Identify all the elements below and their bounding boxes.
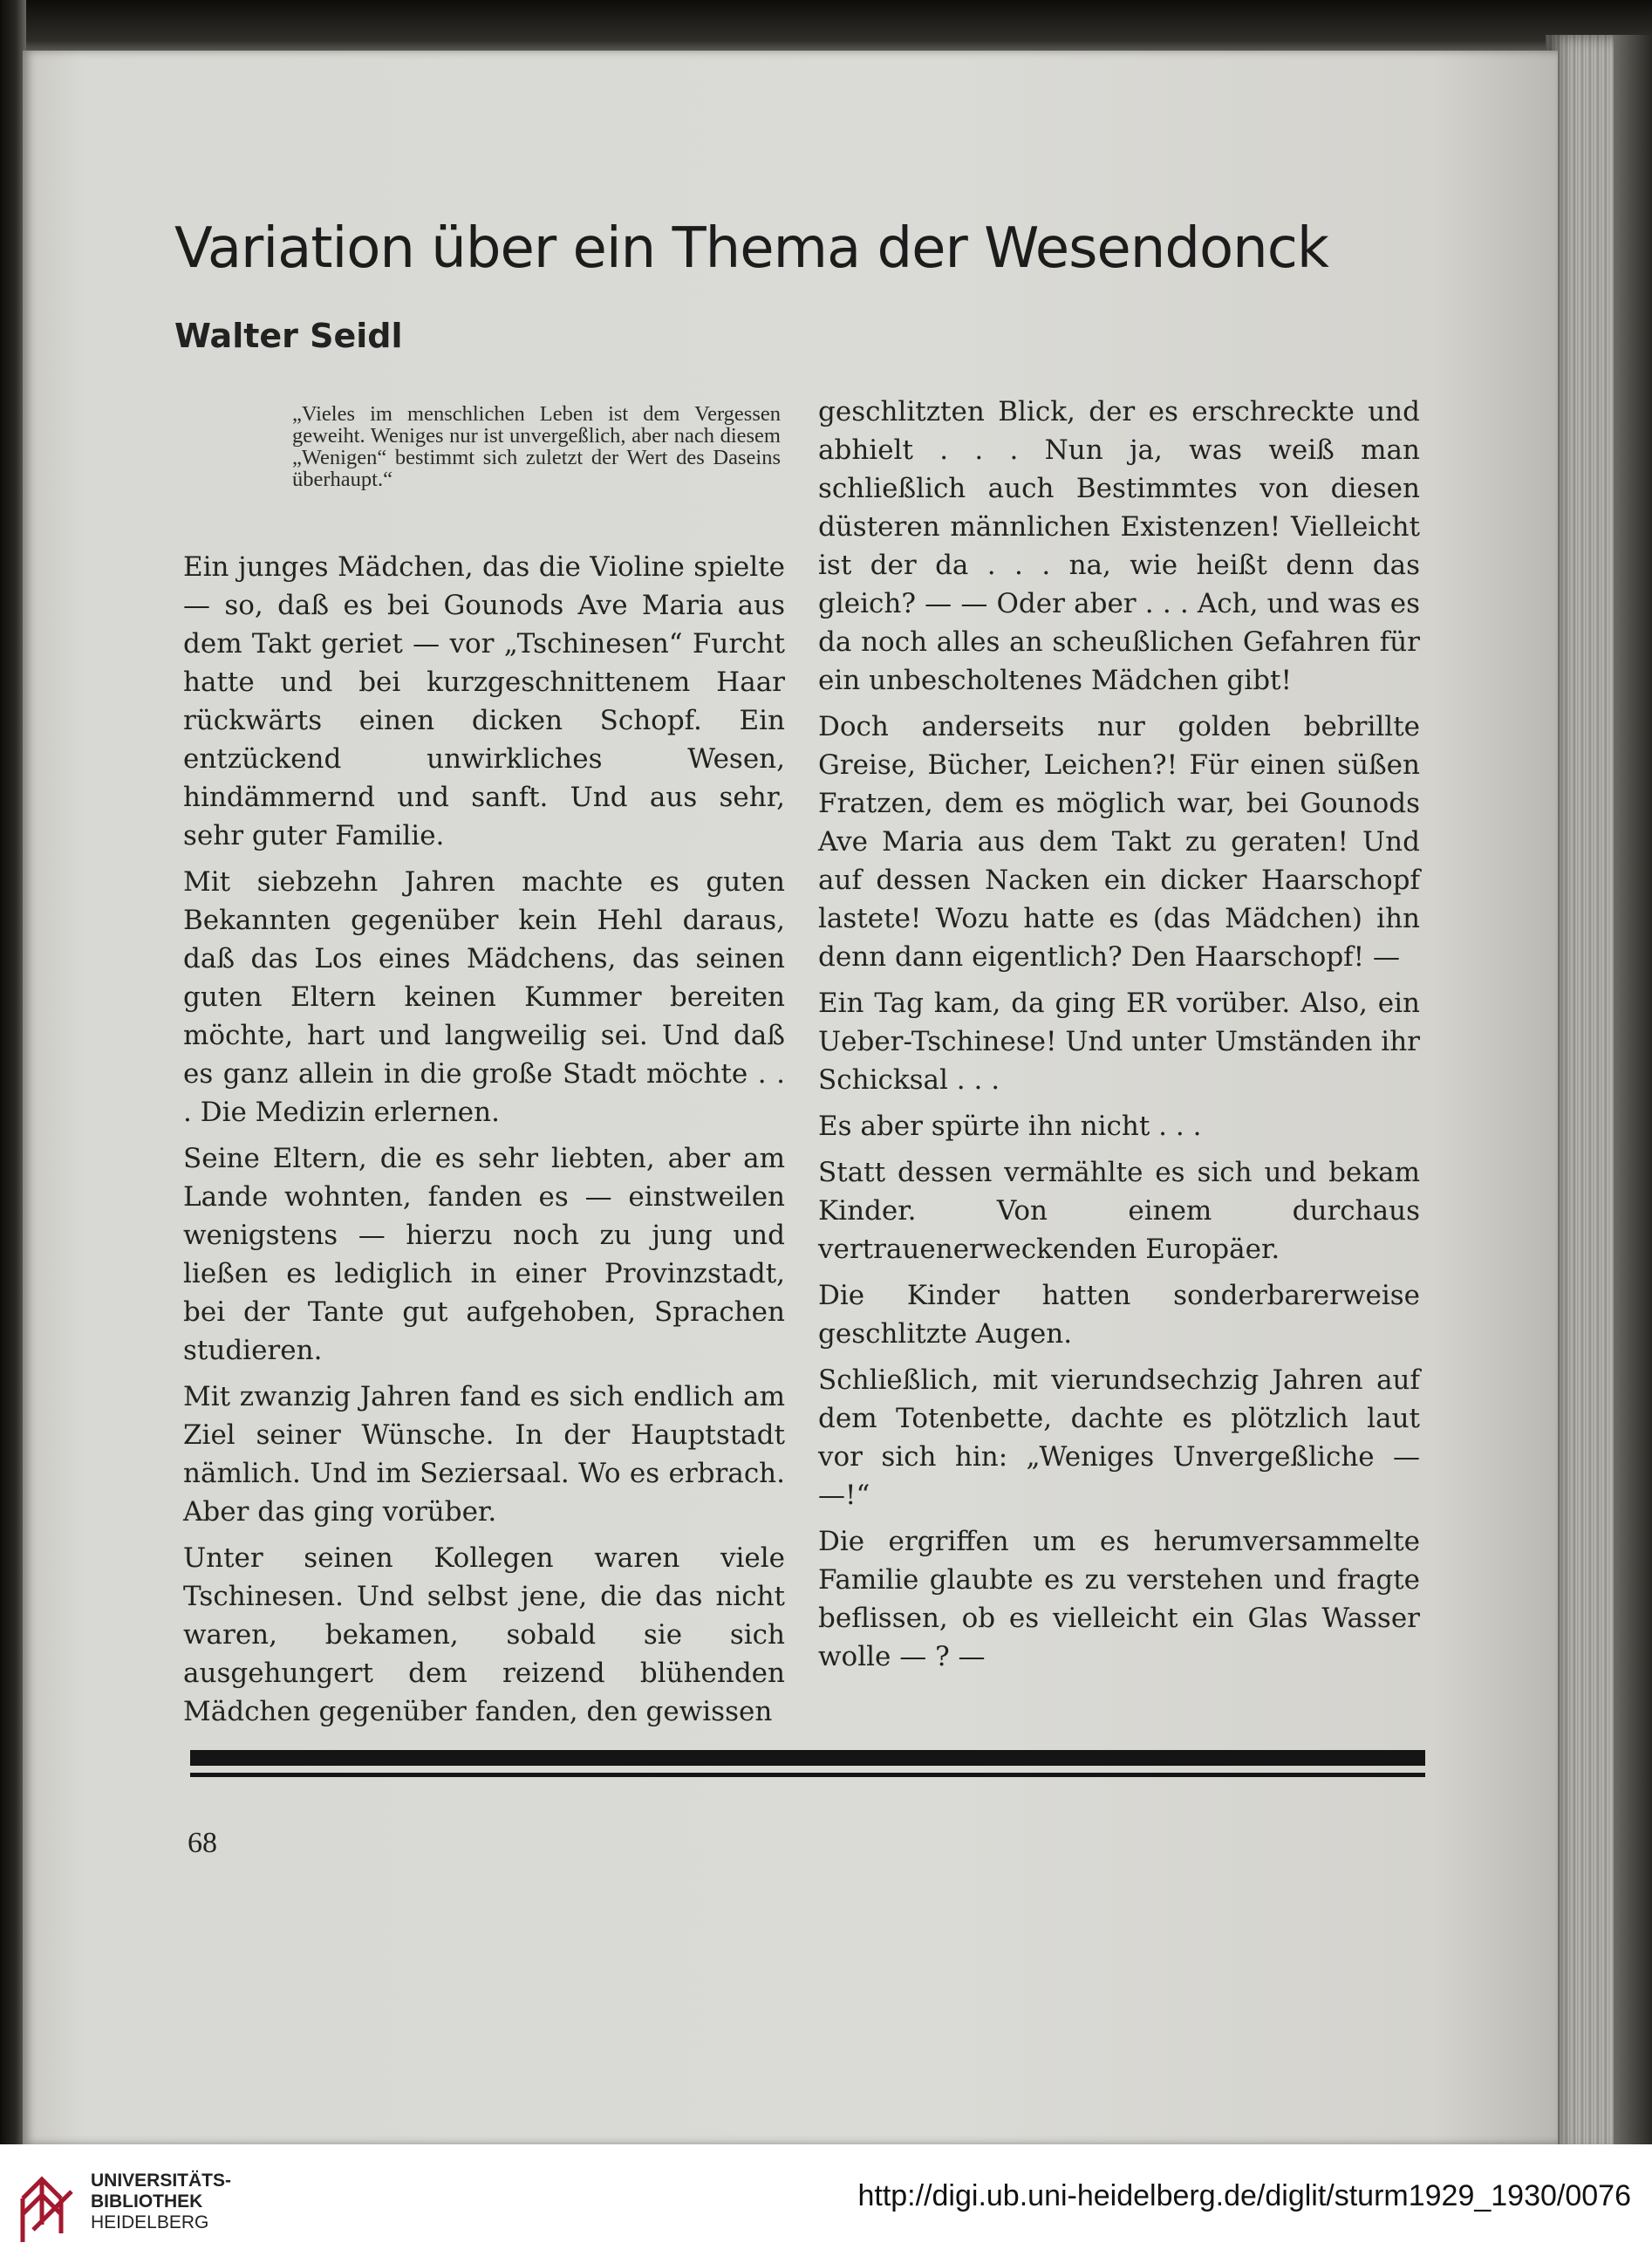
paragraph: Unter seinen Kollegen waren viele Tschinesen. Und selbst jene, die das nicht waren, bekamen, sobald sie sich ausgehungert dem reizend blühenden Mädchen gegenüber fanden, den gewissen bbox=[183, 1542, 785, 1727]
book-page-edges bbox=[1546, 35, 1652, 2155]
paragraph: Statt dessen vermählte es sich und bekam Kinder. Von einem durchaus vertrauenerweckenden Europäer. bbox=[818, 1157, 1420, 1265]
paragraph: Mit zwanzig Jahren fand es sich endlich am Ziel seiner Wünsche. In der Hauptstadt nämlich. Und im Seziersaal. Wo es erbrach. Aber das ging vorüber. bbox=[183, 1381, 785, 1528]
paragraph: Die Kinder hatten sonderbarerweise geschlitzte Augen. bbox=[818, 1280, 1420, 1350]
paragraph: Mit siebzehn Jahren machte es guten Bekannten gegenüber kein Hehl daraus, daß das Los eines Mädchens, das seinen guten Eltern keinen Kummer bereiten möchte, hart und langweilig sei. Und daß es ganz allein in die große Stadt möchte . . . Die Medizin erlernen. bbox=[183, 866, 785, 1128]
library-logo-icon bbox=[16, 2164, 80, 2247]
text-column-left bbox=[183, 548, 785, 1739]
library-name-line: HEIDELBERG bbox=[91, 2212, 209, 2232]
paragraph: Schließlich, mit vierundsechzig Jahren auf dem Totenbette, dachte es plötzlich laut vor sich hin: „Weniges Unvergeßliche — —!“ bbox=[818, 1364, 1420, 1511]
text-column-right bbox=[818, 393, 1420, 1684]
epigraph: „Vieles im menschlichen Leben ist dem Vergessen geweiht. Weniges nur ist unvergeßlich, aber nach diesem „Wenigen“ bestimmt sich zuletzt der Wert des Daseins überhaupt.“ bbox=[292, 402, 781, 491]
library-name-line: UNIVERSITÄTS- bbox=[91, 2171, 232, 2191]
paragraph: Ein junges Mädchen, das die Violine spielte — so, daß es bei Gounods Ave Maria aus dem Takt geriet — vor „Tschinesen“ Furcht hatte und bei kurzgeschnittenem Haar rückwärts einen dicken Schopf. Ein entzückend unwirkliches Wesen, hindämmernd und sanft. Und aus sehr, sehr guter Familie. bbox=[183, 551, 785, 851]
viewer-footer bbox=[0, 2144, 1652, 2263]
decorative-rule-thick bbox=[190, 1750, 1425, 1766]
paragraph: geschlitzten Blick, der es erschreckte und abhielt . . . Nun ja, was weiß man schließlich auch Bestimmtes von diesen düsteren männlichen Existenzen! Vielleicht ist der da . . . na, wie heißt denn das gleich? — — Oder aber . . . Ach, und was es da noch alles an scheußlichen Gefahren für ein unbescholtenes Mädchen gibt! bbox=[818, 396, 1420, 696]
library-name-line: BIBLIOTHEK bbox=[91, 2191, 203, 2212]
scan-top-shadow bbox=[0, 0, 1652, 51]
paragraph: Seine Eltern, die es sehr liebten, aber am Lande wohnten, fanden es — einstweilen wenigstens — hierzu noch zu jung und ließen es lediglich in einer Provinzstadt, bei der Tante gut aufgehoben, Sprachen studieren. bbox=[183, 1143, 785, 1366]
paragraph: Die ergriffen um es herumversammelte Familie glaubte es zu verstehen und fragte beflissen, ob es vielleicht ein Glas Wasser wolle — ? — bbox=[818, 1526, 1420, 1672]
article-author: Walter Seidl bbox=[174, 317, 403, 355]
permalink-url[interactable]: http://digi.ub.uni-heidelberg.de/diglit/sturm1929_1930/0076 bbox=[857, 2179, 1631, 2212]
paragraph: Es aber spürte ihn nicht . . . bbox=[818, 1111, 1202, 1142]
decorative-rule-thin bbox=[190, 1773, 1425, 1777]
paragraph: Ein Tag kam, da ging ER vorüber. Also, ein Ueber-Tschinese! Und unter Umständen ihr Schicksal . . . bbox=[818, 988, 1420, 1096]
article-title: Variation über ein Thema der Wesendonck bbox=[174, 216, 1328, 281]
paragraph: Doch anderseits nur golden bebrillte Greise, Bücher, Leichen?! Für einen süßen Fratzen, dem es möglich war, bei Gounods Ave Maria aus dem Takt zu geraten! Und auf dessen Nacken ein dicker Haarschopf lastete! Wozu hatte es (das Mädchen) ihn denn dann eigentlich? Den Haarschopf! — bbox=[818, 711, 1420, 973]
library-name bbox=[91, 2171, 231, 2233]
page-number: 68 bbox=[188, 1827, 217, 1859]
